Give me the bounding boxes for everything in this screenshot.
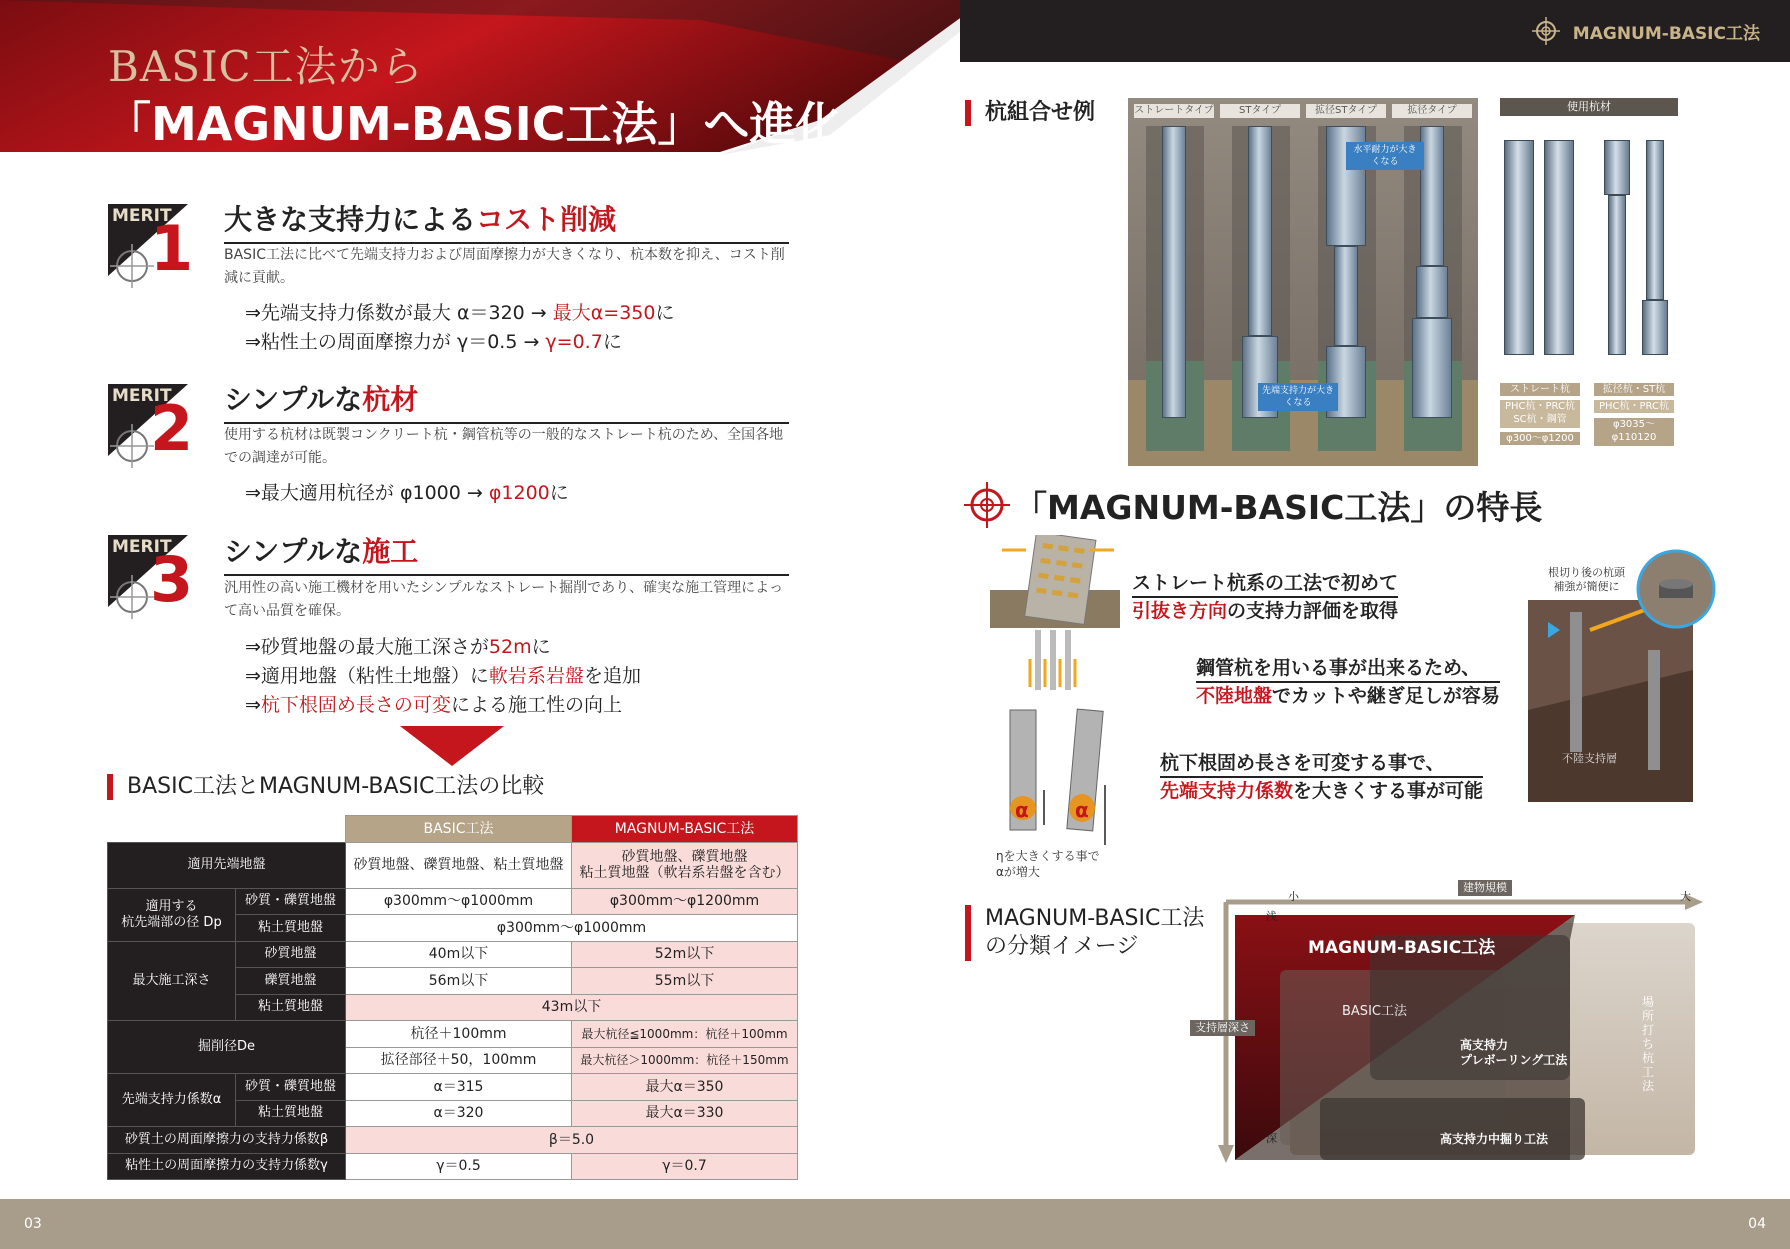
merit-label: MERIT xyxy=(112,537,172,557)
merit-point: ⇒最大適用杭径が φ1000 → φ1200に xyxy=(245,482,569,504)
merit-point: ⇒先端支持力係数が最大 α＝320 → 最大α=350に xyxy=(245,302,675,324)
merit-badge-3 xyxy=(108,535,194,631)
comparison-table xyxy=(107,815,798,1180)
page-number-left: 03 xyxy=(24,1216,42,1232)
merit-heading-2: シンプルな杭材 xyxy=(224,378,789,424)
prebore-label: 高支持力 プレボーリング工法 xyxy=(1460,1038,1568,1067)
merit-number: 1 xyxy=(150,212,194,285)
table-row: 先端支持力係数α 砂質・礫質地盤 α＝315 最大α＝350 xyxy=(108,1074,798,1101)
classification-heading: MAGNUM-BASIC工法 の分類イメージ xyxy=(965,905,1204,961)
pile-example-heading: 杭組合せ例 xyxy=(965,100,1095,126)
materials-label: 使用杭材 xyxy=(1500,98,1678,116)
merit-badge-2 xyxy=(108,384,194,480)
table-row: 拡径部径＋50，100mm 最大杭径＞1000mm：杭径＋150mm xyxy=(108,1047,798,1074)
alpha-label: α xyxy=(1075,798,1089,822)
table-row: 粘土質地盤 α＝320 最大α＝330 xyxy=(108,1100,798,1127)
merit-point: ⇒適用地盤（粘性土地盤）に軟岩系岩盤を追加 xyxy=(245,665,641,687)
callout-horizontal: 水平耐力が大きくなる xyxy=(1346,142,1424,170)
uneven-label: 不陸支持層 xyxy=(1562,752,1617,765)
table-row: 適用する 杭先端部の径 Dp 砂質・礫質地盤 φ300mm～φ1000mm φ300mm～φ1200mm xyxy=(108,888,798,915)
pile-head-zoom-icon xyxy=(1635,548,1717,630)
table-row: 粘土質地盤 φ300mm～φ1000mm xyxy=(108,915,798,942)
brand-logo xyxy=(1531,14,1760,48)
table-row: 適用先端地盤 砂質地盤、礫質地盤、粘土質地盤 砂質地盤、礫質地盤 粘土質地盤（軟岩系岩盤を含む） xyxy=(108,842,798,888)
page-title-line1: BASIC工法から xyxy=(108,42,424,91)
feature-2: 鋼管杭を用いる事が出来るため、 不陸地盤でカットや継ぎ足しが容易 xyxy=(1196,657,1500,707)
header-dark-bar xyxy=(960,0,1790,62)
table-row: 粘性土の周面摩擦力の支持力係数γ γ＝0.5 γ＝0.7 xyxy=(108,1153,798,1180)
down-arrow-icon xyxy=(400,726,504,766)
uneven-ground-image xyxy=(1528,600,1693,802)
alpha-pile-illustration xyxy=(1000,705,1115,850)
table-row: 粘土質地盤 43m以下 xyxy=(108,994,798,1021)
alpha-label: α xyxy=(1015,798,1029,822)
merit-point: ⇒粘性土の周面摩擦力が γ＝0.5 → γ=0.7に xyxy=(245,331,622,353)
merit-body-1: BASIC工法に比べて先端支持力および周面摩擦力が大きくなり、杭本数を抑え、コスト削減に貢献。 xyxy=(224,247,785,286)
materials-panel: 使用杭材 ストレート杭 PHC杭・PRC杭 SC杭・鋼管 φ300～φ1200 拡径杭・ST杭 PHC杭・PRC杭 φ3035～φ110120 xyxy=(1500,98,1678,458)
merit-body-3: 汎用性の高い施工機材を用いたシンプルなストレート掘削であり、確実な施工管理によって高い品質を確保。 xyxy=(224,580,784,619)
merit-heading-3: シンプルな施工 xyxy=(224,530,789,576)
col-header-magnum: MAGNUM-BASIC工法 xyxy=(572,816,798,843)
uplift-illustration xyxy=(990,535,1120,695)
merit-point: ⇒砂質地盤の最大施工深さが52mに xyxy=(245,636,551,658)
comparison-heading: BASIC工法とMAGNUM-BASIC工法の比較 xyxy=(107,774,544,800)
features-heading: 「MAGNUM-BASIC工法」の特長 xyxy=(1014,488,1543,527)
table-row: 礫質地盤 56m以下 55m以下 xyxy=(108,968,798,995)
page-title-line2: 「MAGNUM-BASIC工法」へ進化 xyxy=(105,97,842,151)
pile-combination-image: ストレートタイプ STタイプ 拡径STタイプ 拡径タイプ 水平耐力が大きくなる 先端支持力が大きくなる xyxy=(1128,98,1478,466)
merit-point: ⇒杭下根固め長さの可変による施工性の向上 xyxy=(245,694,622,716)
table-row: 砂質土の周面摩擦力の支持力係数β β＝5.0 xyxy=(108,1127,798,1154)
merit-label: MERIT xyxy=(112,386,172,406)
callout-bearing: 先端支持力が大きくなる xyxy=(1258,383,1338,411)
table-row: 掘削径De 杭径＋100mm 最大杭径≦1000mm：杭径＋100mm xyxy=(108,1021,798,1048)
col-header-basic: BASIC工法 xyxy=(346,816,572,843)
merit-body-2: 使用する杭材は既製コンクリート杭・鋼管杭等の一般的なストレート杭のため、全国各地での調達が可能。 xyxy=(224,427,784,466)
table-row xyxy=(108,816,798,843)
crosshair-icon xyxy=(1531,16,1561,46)
brand-name: MAGNUM-BASIC工法 xyxy=(1572,23,1760,44)
table-row: 最大施工深さ 砂質地盤 40m以下 52m以下 xyxy=(108,941,798,968)
footer-bar xyxy=(0,1199,1790,1249)
merit-label: MERIT xyxy=(112,206,172,226)
feature-1: ストレート杭系の工法で初めて 引抜き方向の支持力評価を取得 xyxy=(1132,572,1399,622)
feature-3: 杭下根固め長さを可変する事で、 先端支持力係数を大きくする事が可能 xyxy=(1160,752,1484,802)
merit-number: 2 xyxy=(150,392,194,465)
page-number-right: 04 xyxy=(1748,1216,1766,1232)
eta-note: ηを大きくする事で αが増大 xyxy=(996,849,1100,879)
merit-heading-1: 大きな支持力によるコスト削減 xyxy=(224,198,789,244)
cut-note: 根切り後の杭頭 補強が簡便に xyxy=(1548,566,1625,593)
classification-diagram: 建物規模 小 大 浅 深 支持層深さ MAGNUM-BASIC工法 BASIC工法 高支持力 プレボーリング工法 高支持力中掘り工法 場所打ち杭工法 xyxy=(1190,880,1725,1170)
merit-badge-1 xyxy=(108,204,194,300)
crosshair-icon xyxy=(962,480,1012,530)
merit-number: 3 xyxy=(150,543,194,616)
